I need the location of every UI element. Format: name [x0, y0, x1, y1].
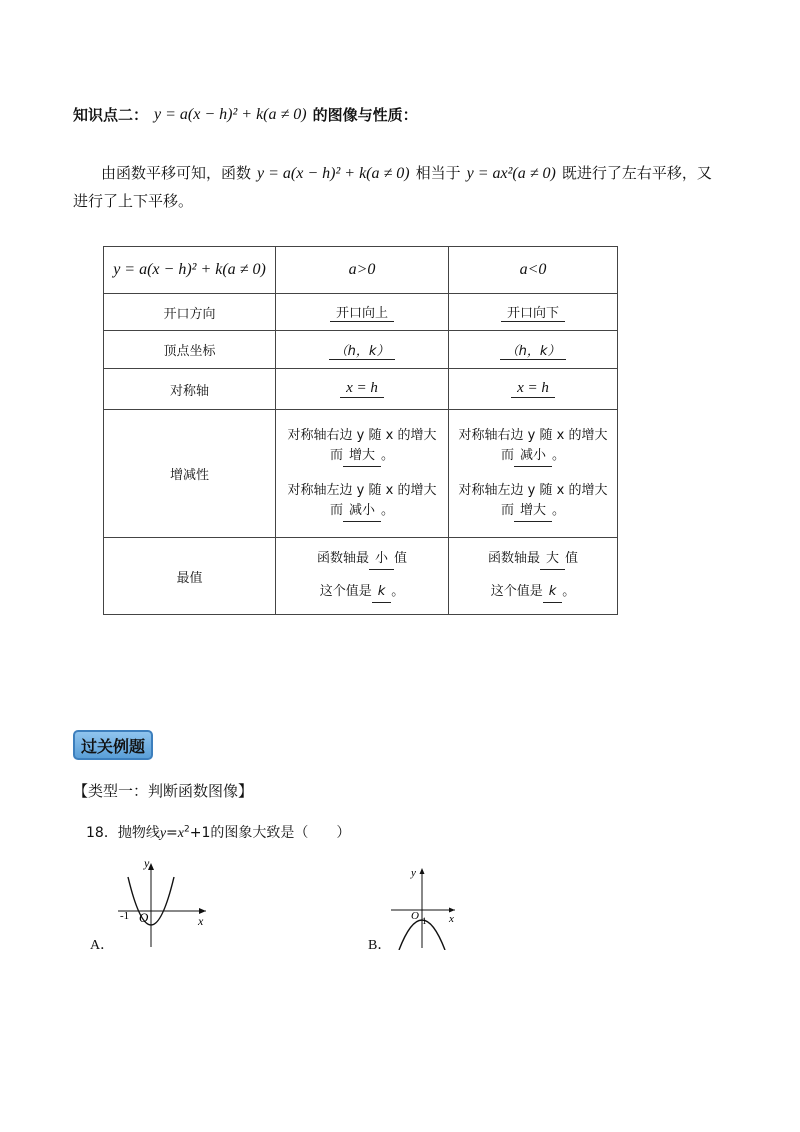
monotonic-right: 对称轴右边 y 随 x 的增大 而 减小 。	[449, 426, 617, 467]
cell-value: （h，k）	[329, 340, 396, 360]
cell-value: 开口向上	[330, 302, 394, 322]
para-text: 由函数平移可知，函数	[101, 164, 252, 182]
row-label: 开口方向	[104, 294, 276, 331]
monotonic-left: 对称轴左边 y 随 x 的增大 而 增大 。	[449, 481, 617, 522]
row-label: 顶点坐标	[104, 331, 276, 369]
intro-paragraph-line1	[101, 158, 712, 189]
cell-value: 开口向下	[501, 302, 565, 322]
para-text: 相当于	[415, 164, 461, 182]
row-label: 最值	[104, 538, 276, 615]
header-formula: y = a(x − h)² + k(a ≠ 0)	[113, 261, 266, 278]
header-a-negative: a<0	[519, 261, 547, 278]
example-badge: 过关例题	[73, 730, 153, 760]
monotonic-left: 对称轴左边 y 随 x 的增大 而 减小 。	[276, 481, 448, 522]
tick-label: -1	[120, 910, 130, 922]
tick-label: 1	[422, 916, 427, 926]
type-label: 【类型一：判断函数图像】	[73, 782, 254, 800]
para-text: 既进行了左右平移，又	[561, 164, 712, 182]
table-row	[104, 331, 618, 369]
row-label: 对称轴	[104, 369, 276, 410]
intro-paragraph-line2: 进行了上下平移。	[73, 192, 194, 210]
heading-suffix: 的图像与性质：	[312, 106, 418, 124]
table-row	[104, 369, 618, 410]
option-b-label[interactable]: B．	[368, 938, 392, 953]
cell-value: x = h	[340, 380, 384, 398]
extreme-line1: 函数轴最 小 值	[276, 549, 448, 570]
table-header-row	[104, 247, 618, 294]
row-label: 增减性	[104, 410, 276, 538]
para-formula: y = ax²(a ≠ 0)	[466, 165, 556, 182]
extreme-line2: 这个值是 k 。	[276, 582, 448, 603]
option-b-graph[interactable]	[385, 860, 465, 950]
x-axis-label: x	[198, 914, 204, 928]
para-formula: y = a(x − h)² + k(a ≠ 0)	[257, 165, 410, 182]
properties-table	[103, 246, 618, 615]
x-axis-label: x	[449, 913, 454, 925]
extreme-line1: 函数轴最 大 值	[449, 549, 617, 570]
extreme-line2: 这个值是 k 。	[449, 582, 617, 603]
option-a-graph[interactable]	[110, 855, 220, 950]
option-a-label[interactable]: A．	[90, 938, 115, 953]
heading-formula: y = a(x − h)² + k(a ≠ 0)	[154, 105, 307, 123]
table-row	[104, 294, 618, 331]
question-18: 18．抛物线$y=x^2+1$的图象大致是（ ）	[86, 824, 351, 841]
header-a-positive: a>0	[348, 261, 376, 278]
y-axis-label: y	[411, 867, 416, 879]
y-axis-label: y	[144, 856, 150, 870]
y-axis-arrow	[420, 868, 425, 874]
origin-label: O	[139, 910, 149, 925]
cell-value: （h，k）	[500, 340, 567, 360]
table-row	[104, 410, 618, 538]
heading-prefix: 知识点二：	[73, 106, 149, 124]
cell-value: x = h	[511, 380, 555, 398]
section-heading	[73, 104, 418, 125]
monotonic-right: 对称轴右边 y 随 x 的增大 而 增大 。	[276, 426, 448, 467]
x-axis-arrow	[449, 908, 455, 913]
table-row	[104, 538, 618, 615]
origin-label: O	[411, 910, 419, 922]
